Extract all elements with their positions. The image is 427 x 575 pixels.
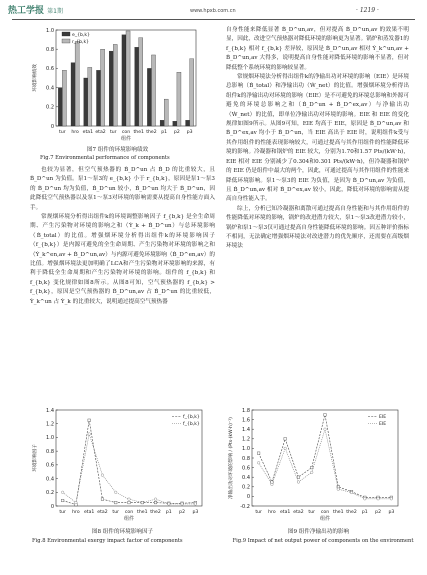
data-point [101,498,104,501]
bar [88,67,92,126]
paragraph: 常规烟环境分析得出组件k的环境调整影响因子 f_{b,k} 是全生命周期、产生污染物对环境的影响之和（Ẏ_k + Ḃ_D^un）与总环境影响（Ḃ_total）的比值。增强烟环境分析得出组件k的环境影响因子（f_{b,k}）是内源可避免的全生命周期、产生污染物对环境的影响之和（Ẏ_k^en,av + Ḃ_D^un,av）与内源可避免环境影响（Ḃ_D^en,av）的比值。增强烟环境法更加明确了LCA和产生污染物对环境影响的来源，有利于降低全生命周期和产生污染物对环境的影响。组件的 f_{b,k} 和 f_{b,k} 变化规律如图8所示。从图8可知，空气预热器的 f_{b,k} > f_{b,k}，原因是空气预热器的 Ḃ_D^un,av 占 Ḃ_D^un 的比重较低，Ẏ_k^un 占 Ẏ_k 的比重较大，说明通过提高空气预热器 [30,214,215,305]
x-tick-label: p1 [361,510,368,515]
y-tick-label: 0.8 [46,448,54,455]
bar [135,47,139,126]
x-tick-label: p3 [192,510,199,515]
data-point [337,488,340,491]
bar [151,55,155,126]
fig7-caption-en: Fig.7 Environmental performance of components [40,155,170,161]
x-tick-label: p2 [179,510,186,515]
y-tick-label: 1.0 [46,435,54,442]
fig8-caption-en: Fig.8 Environmental exergy impact factor of components [32,538,183,544]
journal-logo [8,3,63,16]
y-tick-label: 0.6 [242,465,250,472]
fig8-caption-cn: 图8 组件的环境影响因子 [91,529,154,535]
bar [109,51,113,126]
right-column-text [226,26,409,252]
bar [126,31,130,126]
x-tick-label: eta1 [82,130,94,135]
x-tick-label: con [121,130,131,135]
x-tick-label: eta2 [97,510,108,515]
y-tick-label: 0.8 [46,47,54,53]
paragraph: 综上，分析已知冷凝器和离散可通过提高自身性能和与其作用组件的性能降低对环境的影响，锅炉的改进潜力较大，泵1～泵3改进潜力较小，锅炉和泵1～泵3仅可通过提高自身性能降低环境的影响。因五种评价指标不相同，无法确定增强烟环境法对改进潜力的优先顺序，还需要在高级烟环境法 [226,205,409,250]
x-tick-label: p1 [165,510,172,515]
y-tick-label: 0.4 [242,475,250,481]
data-point [377,498,380,501]
issue-label: 第1期 [47,8,63,15]
data-point [284,438,287,441]
x-axis-label: 组件 [319,516,331,522]
x-tick-label: hro [71,130,79,135]
y-axis-label: 环境影响绩效 [33,64,38,92]
y-tick-label: 1.8 [242,407,250,414]
page-number: · 1219 · [356,7,379,14]
bar [186,120,190,126]
fig9-line-chart [226,404,406,526]
y-tick-label: 1.0 [242,446,250,453]
x-tick-label: p1 [161,130,168,135]
bar [113,44,117,126]
fig7-bar-chart [30,24,205,146]
x-axis-label: 组件 [120,136,132,142]
legend-label: e_{b,k} [72,33,91,38]
data-point [61,491,64,494]
legend-label: f_{b,k} [183,422,200,427]
y-axis-label: 环境影响因子 [33,444,38,472]
paragraph: 也较为显著，但空气预热器的 Ḃ_D^un 占 Ḃ_D 的比重较大，且 Ḃ_D^un 为负值。泵1～泵3的 e_{b,k} 小于 r_{b,k}，原因是泵1～泵3的 Ḃ_D^un 均为负值，Ḃ_D^un 较小，Ḃ_D^un 均大于 Ḃ_D^un，因此降低空气预热器以及泵1～泵3对环境的影响需要从提高自身性能方面入手。 [30,167,215,211]
x-axis-label: 组件 [123,516,135,522]
bar [122,35,126,126]
y-tick-label: -0.2 [240,503,250,510]
data-point [257,452,260,455]
bar [190,59,194,126]
x-tick-label: eta1 [279,510,291,515]
data-point [61,499,64,502]
journal-logo-text: 热工学报 [8,6,45,16]
paragraph: 自身性能来降低显著 Ḃ_D^un,av，但对提高 Ḃ_D^un,av 的效果不明显，因此，改进空气预热器对降低环境的影响更为显著。锅炉和蒸发器1的 f_{b,k} 相对 f_{b,k} 差异较，原因是 Ḃ_D^un,av 相对 Ẏ_k^un,av + Ḃ_D^un,av 大得多，说明提高自身性能对降低环境的影响不显著，但对降低整个系统环境的影响较显著。 [226,27,409,71]
x-tick-label: eta2 [95,130,106,135]
data-point [101,474,104,477]
data-point [154,501,157,504]
data-point [154,498,157,501]
bar [96,70,100,126]
data-point [88,433,91,436]
x-tick-label: the1 [333,510,344,515]
data-point [350,491,353,494]
bar [84,78,88,126]
x-tick-label: con [320,510,330,515]
data-point [128,498,131,501]
x-tick-label: p3 [388,510,395,515]
x-tick-label: the1 [133,130,144,135]
data-point [297,476,300,479]
x-tick-label: the1 [137,510,148,515]
x-tick-label: hro [268,510,276,515]
x-tick-label: the2 [146,130,157,135]
data-point [271,483,274,486]
legend-swatch [62,39,70,43]
x-tick-label: the2 [346,510,357,515]
bar [71,63,75,126]
x-tick-label: tur [308,510,316,515]
y-tick-label: 0 [50,503,54,510]
bar [173,121,177,126]
legend-label: EIE [379,422,387,427]
legend-label: r_{b,k} [72,40,90,45]
series-line [63,420,196,504]
data-point [324,428,327,431]
series-line [259,429,392,499]
bar [160,120,164,126]
header-rule [12,19,415,20]
data-point [168,503,171,506]
x-tick-label: p2 [173,130,180,135]
bar [101,49,105,126]
series-line [259,415,392,498]
data-point [297,481,300,484]
bar [177,72,181,126]
x-tick-label: eta1 [83,510,95,515]
data-point [128,501,131,504]
data-point [364,498,367,501]
y-tick-label: 0.6 [46,462,54,469]
y-tick-label: 1.2 [242,436,250,443]
bar [147,68,151,126]
x-tick-label: eta2 [293,510,304,515]
data-point [114,491,117,494]
y-tick-label: 0.2 [46,104,54,111]
bar [164,99,168,126]
series-line [63,434,196,504]
x-tick-label: con [124,510,134,515]
x-tick-label: tur [109,130,117,135]
bar [139,38,143,126]
data-point [88,419,91,422]
left-column-text [30,166,215,307]
x-tick-label: tur [59,510,66,515]
data-point [75,501,78,504]
y-tick-label: 0.6 [46,66,54,73]
data-point [194,503,197,506]
legend-swatch [62,32,70,36]
x-tick-label: p3 [186,130,193,135]
fig9-caption-en: Fig.9 Impact of net output power of components on the environment [232,538,414,544]
y-tick-label: 1.0 [46,27,54,34]
data-point [390,498,393,501]
bar [62,70,66,126]
bar [75,42,79,126]
y-tick-label: 0.2 [242,484,250,491]
y-tick-label: 1.6 [242,417,250,424]
y-tick-label: 0.4 [46,85,54,92]
fig7-caption-cn: 图7 组件的环境影响绩效 [86,147,149,153]
y-tick-label: 1.2 [46,421,54,428]
y-tick-label: 0 [50,123,54,130]
y-tick-label: 0.8 [242,455,250,462]
data-point [284,447,287,450]
y-axis-label: 净输出功对环境的影响 / (Pts·(kW·h)⁻¹) [229,417,234,499]
legend-label: f_{b,k} [183,415,200,420]
y-tick-label: 1.4 [46,407,54,414]
bar [58,88,62,126]
legend-label: EIE [379,415,387,420]
paragraph: 常规烟环境法分析得出组件k的净输出功对环境的影响（EIE）是环境总影响（Ḃ_total）和净输出功（Ẇ_net）的比值。增强烟环境分析得出组件k的净输出功对环境的影响（EIE）是不可避免的环境总影响和外源可避免的环境总影响之和（Ḃ_D^un + Ḃ_D^ex,av）与净输出功（Ẇ_net）的比值，即单位净输出功对环境的影响。EIE 和 EIE 的变化规律如图9所示。从图9可知，EIE 均高于 EIE，原因是 Ḃ_D^un,av 和 Ḃ_D^ex,av 均小于 Ḃ_D^un，当 EIE 高出于 EIE 时，说明组件k受与其作用组件的性能表现影响较大，可通过提高与其作用组件的性能降低环境的影响。冷凝器和锅炉的 EIE 较大，分别为1.70和1.57 Pts/(kW·h)，EIE 相对 EIE 分别减少了0.304和0.301 Pts/(kW·h)，但冷凝器和锅炉的 EIE 仍是组件中最大的两个，因此，可通过提高与其作用组件的性能来降低环境影响。泵1～泵3的 EIE 为负值，是因为 Ḃ_D^un,av 为负值，且 Ḃ_D^un,av 相对 Ḃ_D^ex,av 较小，因此，降低对环境的影响需从提高自身性能入手。 [226,74,409,203]
data-point [257,462,260,465]
y-tick-label: 0 [246,494,250,501]
page-header [0,0,427,20]
y-tick-label: 0.2 [46,490,54,497]
plot-frame [252,410,398,506]
y-tick-label: 0.4 [46,476,54,483]
x-tick-label: p2 [375,510,382,515]
x-tick-label: tur [255,510,262,515]
data-point [114,501,117,504]
x-tick-label: tur [112,510,120,515]
data-point [141,501,144,504]
data-point [181,503,184,506]
fig8-line-chart [30,404,210,526]
y-tick-label: 1.4 [242,427,250,433]
x-tick-label: the2 [150,510,161,515]
x-tick-label: tur [59,130,66,135]
x-tick-label: hro [72,510,80,515]
journal-url[interactable]: www.hpxb.com.cn [190,8,236,14]
data-point [310,471,313,474]
fig9-caption-cn: 图9 组件净输出功的影响 [287,529,350,535]
data-point [324,414,327,417]
